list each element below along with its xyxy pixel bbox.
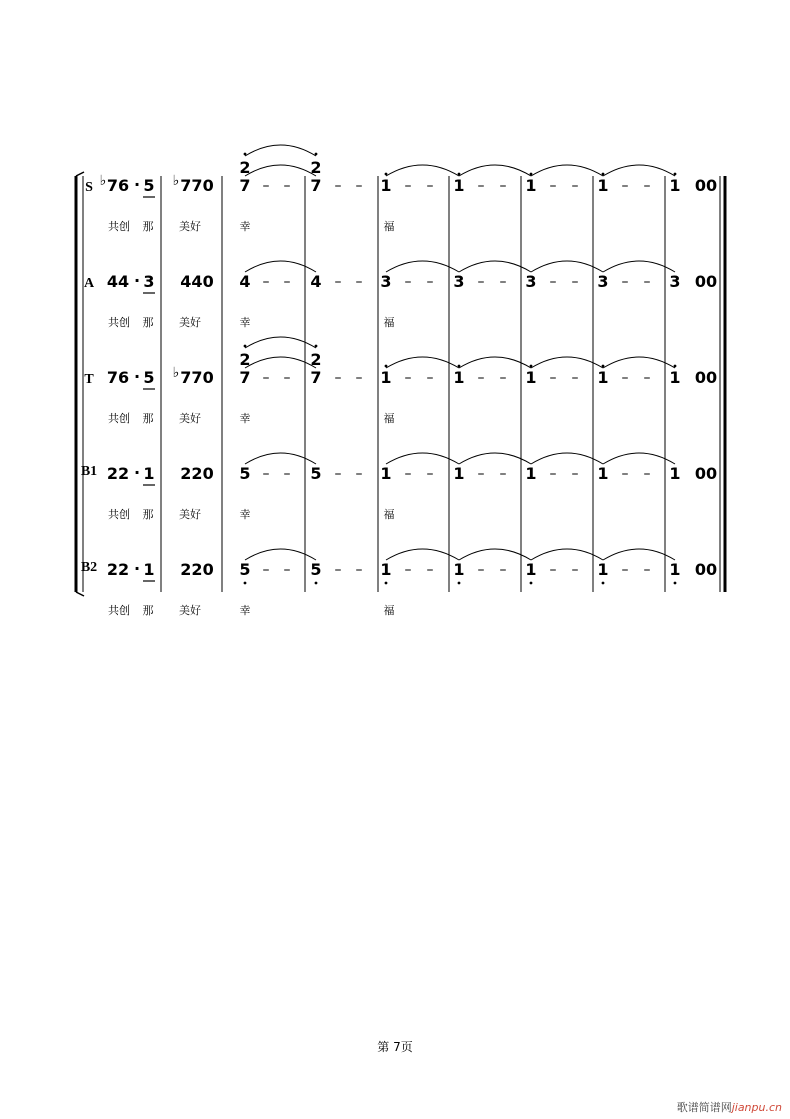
held-note: 1	[453, 560, 465, 579]
lyric: 共创	[108, 508, 130, 521]
dash: –	[571, 178, 579, 194]
held-note: 1	[453, 464, 465, 483]
dash: –	[426, 274, 434, 290]
dash: –	[283, 466, 291, 482]
dash: –	[477, 466, 485, 482]
dash: –	[621, 562, 629, 578]
note: 5	[143, 176, 155, 195]
note: 3	[143, 272, 155, 291]
voice-label: A	[83, 276, 95, 291]
lyric: 那	[142, 508, 154, 521]
dash: –	[426, 370, 434, 386]
dash: –	[621, 370, 629, 386]
dash: –	[334, 562, 342, 578]
held-note: 3	[380, 272, 392, 291]
dash: –	[262, 178, 270, 194]
tie-arc	[531, 261, 603, 272]
held-note: 1	[453, 176, 465, 195]
tie-arc	[603, 165, 675, 176]
dash: –	[571, 370, 579, 386]
dash: –	[283, 178, 291, 194]
rest-notes: 00	[694, 560, 718, 579]
tied-note: 4	[239, 272, 251, 291]
lyric: 美好	[179, 316, 201, 329]
lyric: 福	[383, 604, 395, 617]
dash: –	[334, 178, 342, 194]
dash: –	[283, 274, 291, 290]
dash: –	[499, 466, 507, 482]
held-note: 1	[380, 176, 392, 195]
note-group: 76	[106, 368, 130, 387]
held-note: 1	[525, 560, 537, 579]
dash: –	[643, 466, 651, 482]
held-note: 1	[525, 368, 537, 387]
lyric: 幸	[239, 508, 251, 521]
chord-upper-note: 2	[310, 350, 322, 369]
tie-arc	[531, 549, 603, 560]
dotted-rhythm-dot: ·	[133, 271, 141, 290]
tie-arc	[531, 357, 603, 368]
octave-dot	[602, 582, 605, 585]
tied-note: 7	[239, 176, 251, 195]
octave-dot	[530, 582, 533, 585]
chord-upper-note: 2	[239, 158, 251, 177]
tie-arc	[603, 549, 675, 560]
dash: –	[283, 562, 291, 578]
dash: –	[549, 178, 557, 194]
dotted-rhythm-dot: ·	[133, 463, 141, 482]
held-note: 1	[669, 176, 681, 195]
octave-dot	[315, 582, 318, 585]
flat-sign: ♭	[99, 173, 107, 189]
dash: –	[334, 370, 342, 386]
chord-upper-note: 2	[310, 158, 322, 177]
dash: –	[643, 178, 651, 194]
tie-arc	[459, 357, 531, 368]
dotted-rhythm-dot: ·	[133, 175, 141, 194]
octave-dot	[674, 582, 677, 585]
dash: –	[621, 178, 629, 194]
octave-dot	[385, 582, 388, 585]
dash: –	[499, 370, 507, 386]
lyric: 福	[383, 412, 395, 425]
tie-arc	[459, 549, 531, 560]
held-note: 1	[669, 464, 681, 483]
lyric: 美好	[179, 412, 201, 425]
dash: –	[404, 274, 412, 290]
lyric: 那	[142, 604, 154, 617]
dash: –	[549, 370, 557, 386]
held-note: 1	[453, 368, 465, 387]
lyric: 那	[142, 316, 154, 329]
dash: –	[499, 178, 507, 194]
dash: –	[477, 562, 485, 578]
dash: –	[643, 562, 651, 578]
tied-note: 5	[239, 560, 251, 579]
dash: –	[334, 466, 342, 482]
dash: –	[355, 466, 363, 482]
dash: –	[477, 178, 485, 194]
lyric: 福	[383, 220, 395, 233]
dash: –	[262, 274, 270, 290]
dash: –	[621, 274, 629, 290]
lyric: 幸	[239, 604, 251, 617]
lyric: 幸	[239, 316, 251, 329]
site-watermark	[677, 1099, 782, 1115]
lyric: 美好	[179, 604, 201, 617]
dash: –	[426, 562, 434, 578]
dash: –	[499, 562, 507, 578]
held-note: 1	[669, 368, 681, 387]
rest-notes: 00	[694, 464, 718, 483]
chord-upper-note: 2	[239, 350, 251, 369]
octave-dot	[458, 582, 461, 585]
tie-arc	[531, 453, 603, 464]
dash: –	[355, 562, 363, 578]
note-group: 44	[106, 272, 130, 291]
flat-sign: ♭	[172, 365, 180, 381]
held-note: 1	[597, 368, 609, 387]
tied-note: 7	[310, 176, 322, 195]
note: 1	[143, 560, 155, 579]
tied-note: 7	[239, 368, 251, 387]
dash: –	[477, 274, 485, 290]
rest-notes: 00	[694, 368, 718, 387]
watermark-cn: 歌谱简谱网	[676, 1101, 732, 1114]
tie-arc	[459, 165, 531, 176]
note-group: 76	[106, 176, 130, 195]
tie-arc	[386, 357, 459, 368]
dash: –	[404, 178, 412, 194]
tie-arc	[386, 261, 459, 272]
dash: –	[404, 370, 412, 386]
dash: –	[571, 274, 579, 290]
dash: –	[477, 370, 485, 386]
tie-arc	[386, 453, 459, 464]
watermark-url: jianpu.cn	[731, 1101, 782, 1114]
tie-arc	[245, 145, 316, 156]
held-note: 3	[453, 272, 465, 291]
dash: –	[262, 562, 270, 578]
system-bracket-bottom	[76, 592, 84, 596]
voice-label: B1	[80, 464, 98, 479]
dash: –	[262, 370, 270, 386]
tied-note: 7	[310, 368, 322, 387]
dash: –	[355, 178, 363, 194]
note-group: 220	[180, 464, 214, 483]
dash: –	[621, 466, 629, 482]
dash: –	[549, 466, 557, 482]
tie-arc	[603, 357, 675, 368]
note-group: 440	[180, 272, 214, 291]
dash: –	[283, 370, 291, 386]
flat-sign: ♭	[172, 173, 180, 189]
note-group: 22	[106, 560, 130, 579]
lyric: 共创	[108, 316, 130, 329]
held-note: 1	[380, 464, 392, 483]
octave-dot	[674, 173, 677, 176]
note: 1	[143, 464, 155, 483]
dash: –	[262, 466, 270, 482]
tie-arc	[245, 165, 316, 176]
lyric: 美好	[179, 508, 201, 521]
dash: –	[571, 562, 579, 578]
tie-arc	[459, 261, 531, 272]
dash: –	[426, 466, 434, 482]
dash: –	[499, 274, 507, 290]
lyric: 那	[142, 412, 154, 425]
held-note: 1	[380, 368, 392, 387]
lyric: 幸	[239, 220, 251, 233]
tie-arc	[531, 165, 603, 176]
tie-arc	[603, 261, 675, 272]
held-note: 1	[525, 464, 537, 483]
lyric: 共创	[108, 220, 130, 233]
dotted-rhythm-dot: ·	[133, 559, 141, 578]
lyric: 那	[142, 220, 154, 233]
lyric: 共创	[108, 412, 130, 425]
held-note: 1	[669, 560, 681, 579]
note: 5	[143, 368, 155, 387]
dash: –	[404, 466, 412, 482]
octave-dot	[674, 365, 677, 368]
dash: –	[549, 562, 557, 578]
tied-note: 5	[310, 464, 322, 483]
tied-note: 5	[310, 560, 322, 579]
note-group: 22	[106, 464, 130, 483]
dash: –	[571, 466, 579, 482]
held-note: 3	[525, 272, 537, 291]
tie-arc	[603, 453, 675, 464]
dash: –	[355, 274, 363, 290]
system-bracket-top	[76, 172, 84, 176]
tie-arc	[386, 549, 459, 560]
rest-notes: 00	[694, 272, 718, 291]
voice-label: T	[84, 372, 94, 387]
lyric: 共创	[108, 604, 130, 617]
tied-note: 5	[239, 464, 251, 483]
held-note: 1	[380, 560, 392, 579]
lyric: 福	[383, 316, 395, 329]
lyric: 福	[383, 508, 395, 521]
held-note: 3	[597, 272, 609, 291]
held-note: 1	[597, 560, 609, 579]
rest-notes: 00	[694, 176, 718, 195]
held-note: 1	[525, 176, 537, 195]
note-group: 770	[180, 176, 214, 195]
voice-label: S	[85, 180, 93, 195]
dash: –	[643, 370, 651, 386]
note-group: 220	[180, 560, 214, 579]
held-note: 3	[669, 272, 681, 291]
lyric: 幸	[239, 412, 251, 425]
held-note: 1	[597, 176, 609, 195]
note-group: 770	[180, 368, 214, 387]
dash: –	[643, 274, 651, 290]
lyric: 美好	[179, 220, 201, 233]
octave-dot	[244, 582, 247, 585]
page-number: 第 7页	[377, 1040, 413, 1054]
voice-label: B2	[80, 560, 98, 575]
dash: –	[549, 274, 557, 290]
dotted-rhythm-dot: ·	[133, 367, 141, 386]
tie-arc	[386, 165, 459, 176]
dash: –	[404, 562, 412, 578]
tie-arc	[459, 453, 531, 464]
held-note: 1	[597, 464, 609, 483]
tied-note: 4	[310, 272, 322, 291]
dash: –	[426, 178, 434, 194]
dash: –	[334, 274, 342, 290]
dash: –	[355, 370, 363, 386]
